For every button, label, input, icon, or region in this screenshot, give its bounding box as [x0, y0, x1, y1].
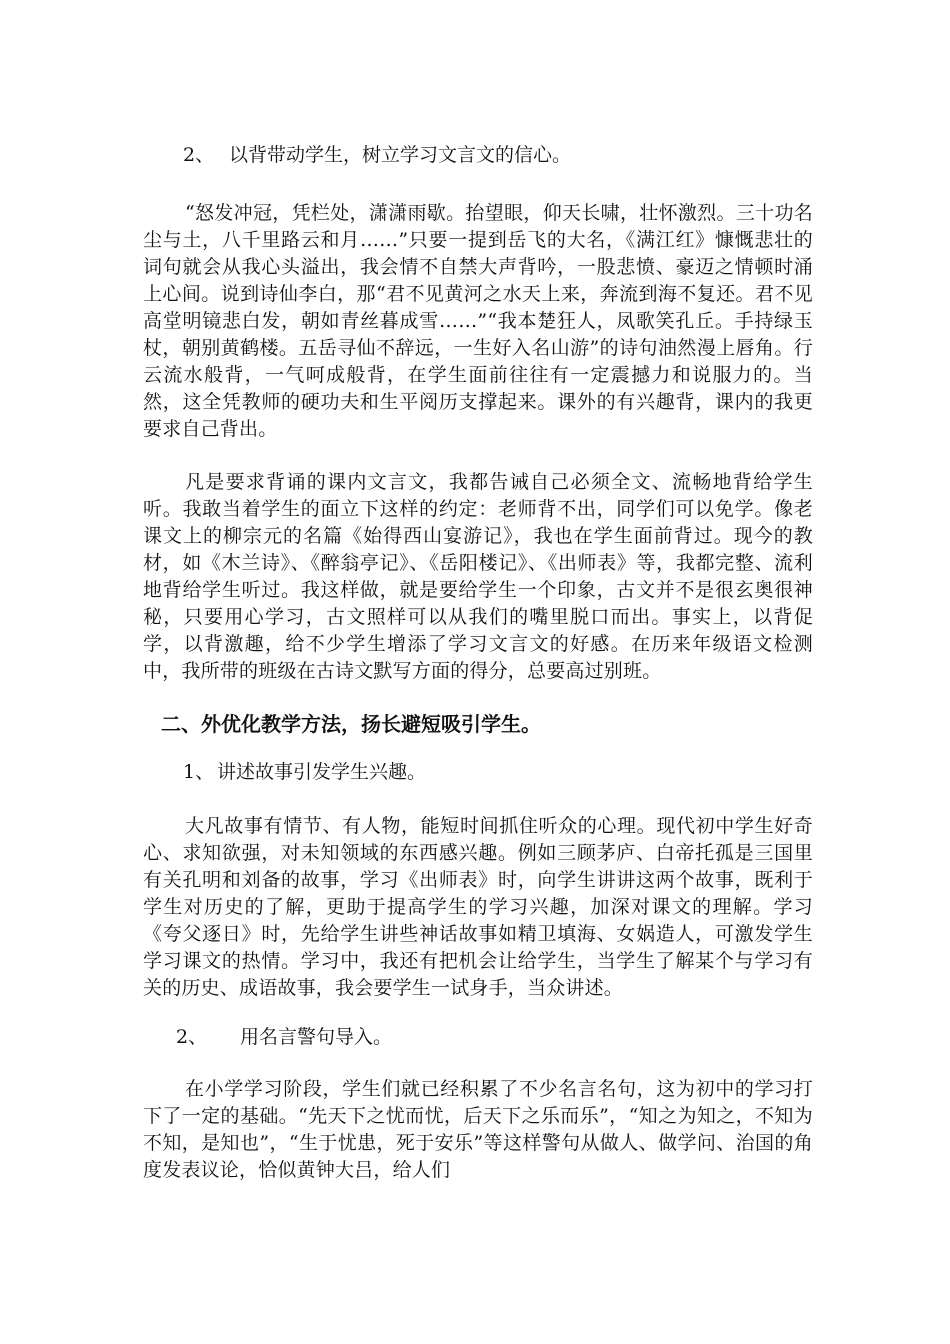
item-text: 讲述故事引发学生兴趣。 — [217, 761, 427, 783]
item-number: 1、 — [183, 761, 215, 783]
item-text: 用名言警句导入。 — [240, 1026, 393, 1048]
paragraph-recite-classics: 凡是要求背诵的课内文言文，我都告诫自己必须全文、流畅地背给学生听。我敢当着学生的面立下这样的约定：老师背不出，同学们可以免学。像老课文上的柳宗元的名篇《始得西山宴游记》，我也在学生面前背过。现今的教材，如《木兰诗》、《醉翁亭记》、《岳阳楼记》、《出师表》等，我都完整、流利地背给学生听过。我这样做，就是要给学生一个印象，古文并不是很玄奥很神秘，只要用心学习，古文照样可以从我们的嘴里脱口而出。事实上，以背促学，以背激趣，给不少学生增添了学习文言文的好感。在历来年级语文检测中，我所带的班级在古诗文默写方面的得分，总要高过别班。 — [143, 471, 813, 682]
section-heading-2: 二、外优化教学方法，扬长避短吸引学生。 — [161, 712, 541, 736]
item-text: 以背带动学生，树立学习文言文的信心。 — [229, 144, 572, 166]
item-heading-2-recite — [183, 140, 813, 170]
paragraph-quotes: 在小学学习阶段，学生们就已经积累了不少名言名句，这为初中的学习打下了一定的基础。“先天下之忧而忧，后天下之乐而乐”，“知之为知之，不知为不知，是知也”，“生于忧患，死于安乐”等这样警句从做人、做学问、治国的角度发表议论，恰似黄钟大吕，给人们 — [143, 1078, 813, 1181]
document-body — [143, 140, 813, 1184]
item-heading-2-quotes — [176, 1022, 813, 1052]
paragraph-yuefei-libai: “怒发冲冠，凭栏处，潇潇雨歇。抬望眼，仰天长啸，壮怀激烈。三十功名尘与土，八千里路云和月……”只要一提到岳飞的大名，《满江红》慷慨悲壮的词句就会从我心头溢出，我会情不自禁大声背吟，一股悲愤、豪迈之情顿时涌上心间。说到诗仙李白，那“君不见黄河之水天上来，奔流到海不复还。君不见高堂明镜悲白发，朝如青丝暮成雪……”“我本楚狂人，凤歌笑孔丘。手持绿玉杖，朝别黄鹤楼。五岳寻仙不辞远，一生好入名山游”的诗句油然漫上唇角。行云流水般背，一气呵成般背，在学生面前往往有一定震撼力和说服力的。当然，这全凭教师的硬功夫和生平阅历支撑起来。课外的有兴趣背，课内的我更要求自己背出。 — [143, 202, 813, 440]
item-number: 2、 — [176, 1026, 208, 1048]
item-heading-1-stories — [183, 757, 813, 787]
paragraph-stories: 大凡故事有情节、有人物，能短时间抓住听众的心理。现代初中学生好奇心、求知欲强，对未知领域的东西感兴趣。例如三顾茅庐、白帝托孤是三国里有关孔明和刘备的故事，学习《出师表》时，向学生讲讲这两个故事，既利于学生对历史的了解，更助于提高学生的学习兴趣，加深对课文的理解。学习《夸父逐日》时，先给学生讲些神话故事如精卫填海、女娲造人，可激发学生学习课文的热情。学习中，我还有把机会让给学生，当学生了解某个与学习有关的历史、成语故事，我会要学生一试身手，当众讲述。 — [143, 815, 813, 999]
item-number: 2、 — [183, 144, 215, 166]
